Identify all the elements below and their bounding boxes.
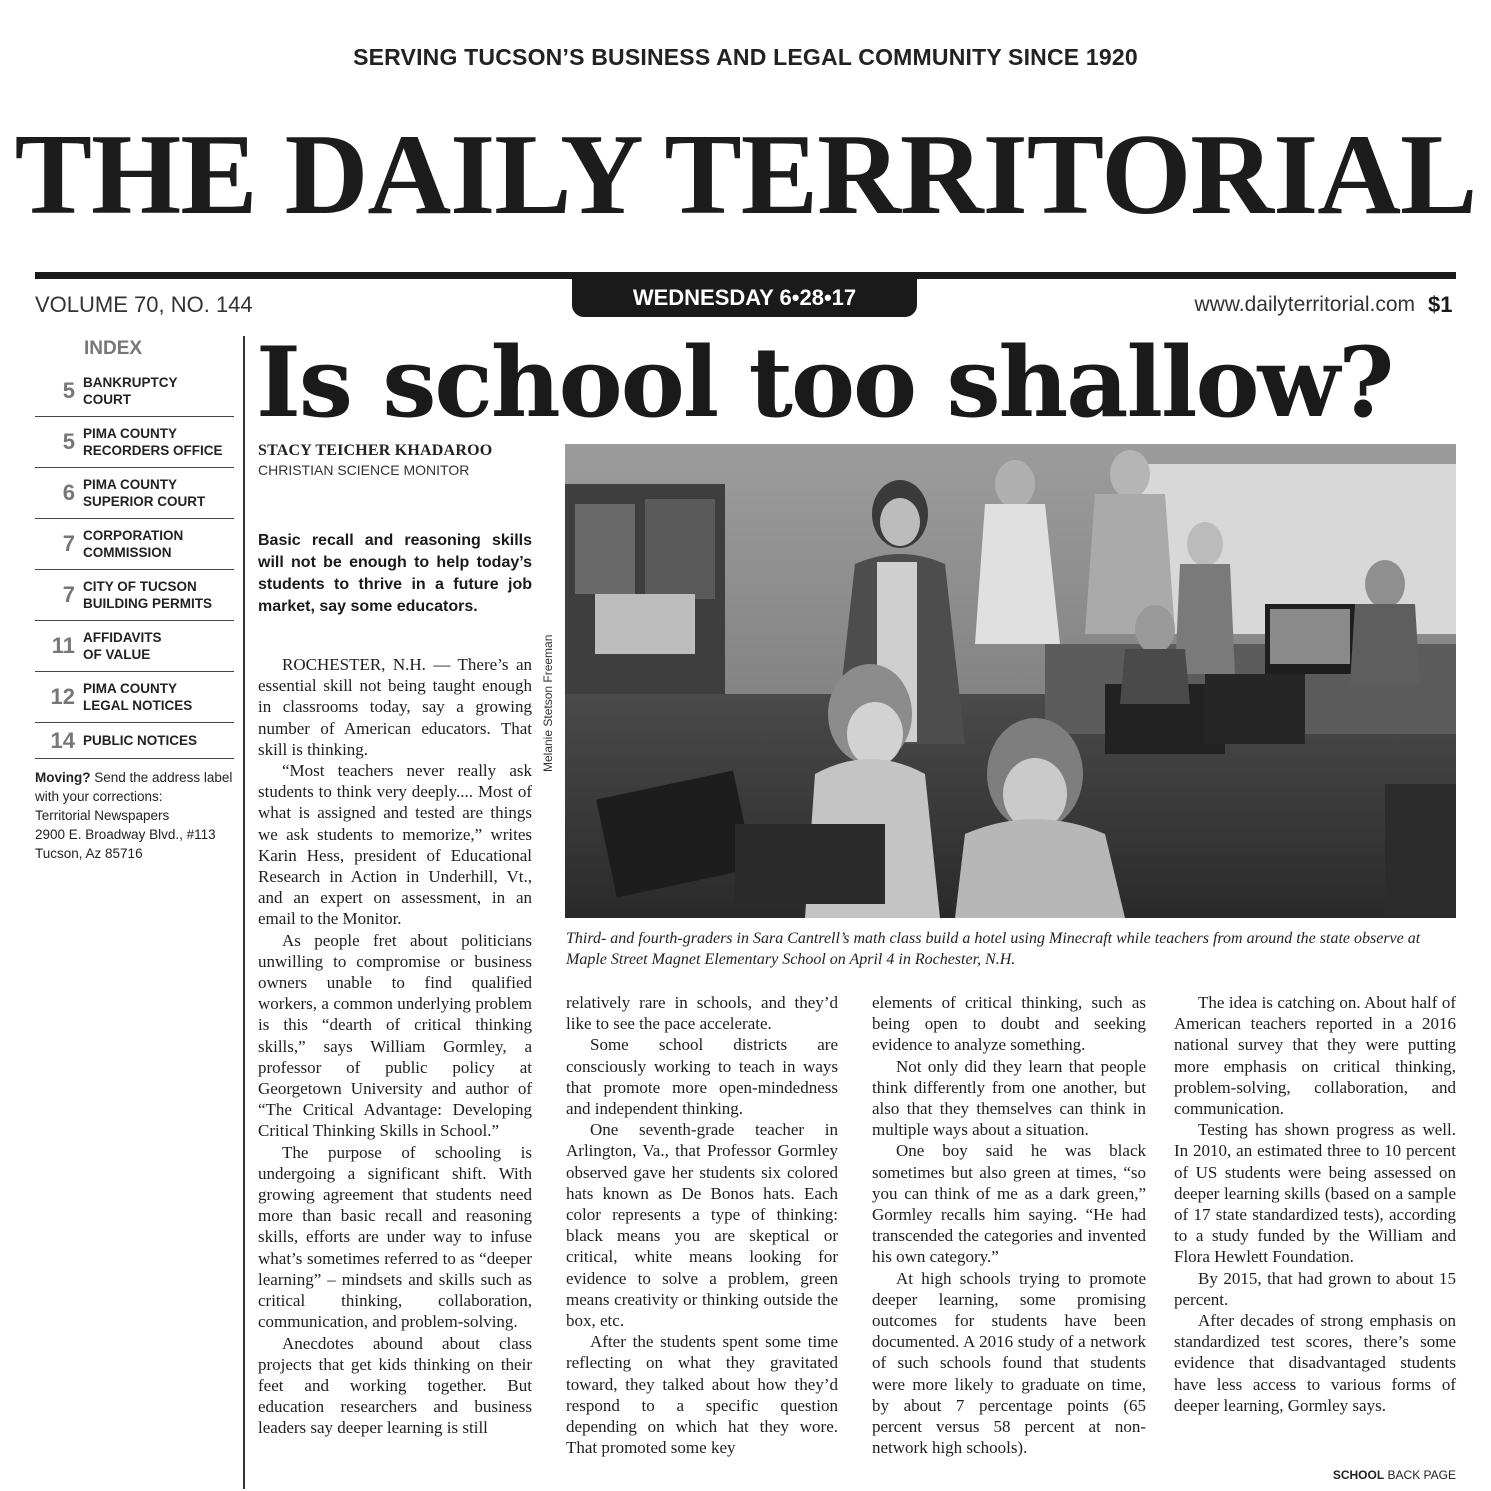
moving-label: Moving? bbox=[35, 770, 91, 785]
address-line: Territorial Newspapers bbox=[35, 808, 170, 823]
paragraph: At high schools trying to promote deeper learning, some promising outcomes for students have been documented. A 2016 study of a network of such schools found that students were more likely to graduate on time, by about 7 percentage points (65 percent versus 58 percent at non-network high schools). bbox=[872, 1268, 1146, 1458]
volume-number: VOLUME 70, NO. 144 bbox=[35, 292, 253, 317]
paragraph: After decades of strong emphasis on standardized test scores, there’s some evidence that disadvantaged students have less access to various forms of deeper learning, Gormley says. bbox=[1174, 1311, 1456, 1415]
address-line: Tucson, Az 85716 bbox=[35, 846, 143, 861]
jump-word: SCHOOL bbox=[1332, 1468, 1385, 1482]
address-line: 2900 E. Broadway Blvd., #113 bbox=[35, 827, 216, 842]
index-label: PIMA COUNTY SUPERIOR COURT bbox=[83, 477, 206, 509]
paragraph: ROCHESTER, N.H. — There’s an essential skill not being taught enough in classrooms today, say a growing number of American educators. That skill is thinking. bbox=[258, 655, 532, 759]
photo-credit: Melanie Stetson Freeman bbox=[541, 634, 555, 772]
column-divider bbox=[243, 336, 245, 1489]
paragraph: After the students spent some time reflecting on what they gravitated toward, they talked about how they’d respond to a specific question depending on which hat they wore. That promoted some key bbox=[566, 1332, 838, 1458]
index-label: AFFIDAVITS OF VALUE bbox=[83, 630, 162, 662]
paragraph: By 2015, that had grown to about 15 percent. bbox=[1174, 1268, 1456, 1309]
index-label: BANKRUPTCY COURT bbox=[83, 375, 178, 407]
paragraph: Anecdotes abound about class projects that get kids thinking on their feet and working together. But education researchers and business leaders say deeper learning is still bbox=[258, 1333, 532, 1438]
article-column-1 bbox=[258, 654, 532, 1439]
tagline: SERVING TUCSON’S BUSINESS AND LEGAL COMMUNITY SINCE 1920 bbox=[353, 44, 1138, 70]
index-page: 7 bbox=[62, 531, 75, 556]
index-page: 7 bbox=[62, 582, 75, 607]
paragraph: elements of critical thinking, such as being open to doubt and seeking evidence to analyze something. bbox=[872, 993, 1146, 1055]
index-label: PUBLIC NOTICES bbox=[83, 733, 198, 748]
index-item[interactable] bbox=[35, 621, 234, 672]
masthead-rule bbox=[35, 272, 1456, 279]
index-item[interactable] bbox=[35, 672, 234, 723]
index-label: PIMA COUNTY LEGAL NOTICES bbox=[83, 681, 193, 713]
website-link[interactable]: www.dailyterritorial.com bbox=[1194, 293, 1415, 316]
paragraph: One seventh-grade teacher in Arlington, Va., that Professor Gormley observed gave her students six colored hats known as De Bonos hats. Each color represents a type of thinking: black means you are skeptical or critical, white means looking for evidence to solve a problem, green means creativity or thinking outside the box, etc. bbox=[566, 1120, 838, 1331]
index-page: 12 bbox=[50, 684, 75, 709]
article-column-2 bbox=[566, 992, 838, 1458]
byline-source: CHRISTIAN SCIENCE MONITOR bbox=[258, 462, 470, 478]
index-item[interactable] bbox=[35, 468, 234, 519]
paragraph: Testing has shown progress as well. In 2010, an estimated three to 10 percent of US students were being assessed on deeper learning skills (based on a sample of 17 state standardized tests), according to a study funded by the William and Flora Hewlett Foundation. bbox=[1174, 1120, 1456, 1267]
price: $1 bbox=[1428, 292, 1453, 317]
index-page: 6 bbox=[62, 480, 75, 505]
article-column-4 bbox=[1174, 992, 1456, 1416]
jump-text: BACK PAGE bbox=[1384, 1468, 1456, 1482]
index-title: INDEX bbox=[84, 338, 143, 359]
moving-text: Send the address label with your corrections: bbox=[35, 770, 233, 804]
index-item[interactable] bbox=[35, 417, 234, 468]
masthead: THE DAILY TERRITORIAL bbox=[14, 111, 1477, 239]
paragraph: One boy said he was black sometimes but also green at times, “so you can think of me as a dark green,” Gormley recalls him saying. “He had transcended the categories and invented his own category.” bbox=[872, 1141, 1146, 1267]
index-item[interactable] bbox=[35, 519, 234, 570]
index-label: PIMA COUNTY RECORDERS OFFICE bbox=[83, 426, 223, 458]
classroom-photo-illustration bbox=[565, 444, 1456, 918]
paragraph: The idea is catching on. About half of American teachers reported in a 2016 national survey that they were putting more emphasis on critical thinking, problem-solving, collaboration, and communication. bbox=[1174, 993, 1456, 1119]
index-item[interactable] bbox=[35, 723, 234, 759]
headline: Is school too shallow? bbox=[256, 326, 1393, 439]
paragraph: Some school districts are consciously working to teach in ways that promote more open-mindedness and independent thinking. bbox=[566, 1035, 838, 1119]
index-page: 11 bbox=[51, 633, 75, 658]
byline: STACY TEICHER KHADAROO bbox=[258, 442, 493, 459]
moving-notice bbox=[35, 768, 235, 863]
index-page: 14 bbox=[50, 727, 75, 753]
index-item[interactable] bbox=[35, 366, 234, 417]
index-list bbox=[35, 366, 234, 759]
paragraph: As people fret about politicians unwilling to compromise or business owners unable to find qualified workers, a common underlying problem is this “dearth of critical thinking skills,” says William Gormley, a professor of public policy at Georgetown University and author of “The Critical Advantage: Developing Critical Thinking Skills in School.” bbox=[258, 930, 532, 1141]
issue-date: WEDNESDAY 6•28•17 bbox=[572, 279, 917, 317]
article-photo bbox=[565, 444, 1456, 918]
photo-caption: Third- and fourth-graders in Sara Cantrell’s math class build a hotel using Minecraft while teachers from around the state observe at Maple Street Magnet Elementary School on April 4 in Rochester, N.H. bbox=[566, 930, 1421, 968]
paragraph: relatively rare in schools, and they’d like to see the pace accelerate. bbox=[566, 993, 838, 1034]
index-page: 5 bbox=[62, 378, 75, 403]
index-item[interactable] bbox=[35, 570, 234, 621]
index-label: CITY OF TUCSON BUILDING PERMITS bbox=[83, 579, 213, 611]
index-label: CORPORATION COMMISSION bbox=[83, 528, 184, 560]
article-column-3 bbox=[872, 992, 1146, 1458]
paragraph: The purpose of schooling is undergoing a significant shift. With growing agreement that students need more than basic recall and reasoning skills, efforts are under way to infuse what’s sometimes referred to as “deeper learning” – mindsets and skills such as critical thinking, collaboration, communication, and problem-solving. bbox=[258, 1142, 532, 1332]
paragraph: Not only did they learn that people think differently from one another, but also that they themselves can think in multiple ways about a situation. bbox=[872, 1056, 1146, 1140]
jump-line[interactable] bbox=[1333, 1468, 1456, 1482]
paragraph: “Most teachers never really ask students to think very deeply.... Most of what is assigned and tested are things we ask students to memorize,” writes Karin Hess, president of Educational Research in Action in Underhill, Vt., and an expert on assessment, in an email to the Monitor. bbox=[258, 761, 532, 929]
index-page: 5 bbox=[62, 429, 75, 454]
deck: Basic recall and reasoning skills will not be enough to help today’s students to thrive in a future job market, say some educators. bbox=[258, 532, 532, 615]
